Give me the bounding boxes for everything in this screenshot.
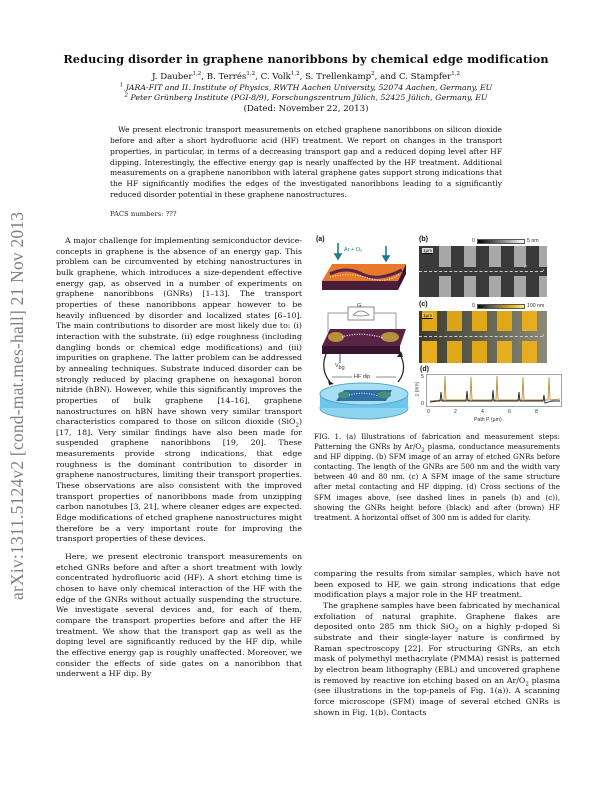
text-run: A major challenge for implementing semiconductor device-concepts in graphene is the absence of an energy gap. This problem can be circumvented by etching nanostructures in bulk graphene, which introduces a size-dependent effective energy gap, as observed in a number of experiments on graphene nanoribbons (GNRs) [1–13]. The transport properties of these nanoribbons appear however to be heavily influenced by disorder and localized states [6–10]. The main contributions to disorder are most likely due to: (i) interaction with the substrate, (ii) edge roughness (including dangling bonds or chemical edge modifications) and (iii) impurities on graphene. The latter problem can be addressed by annealing techniques. Substrate induced disorder can be strongly reduced by placing graphene on hexagonal boron nitride (hBN). However, while this significantly improves the properties of bulk graphene [14–16], graphene nanostructures on hBN have shown very similar transport characteristics compared to those on silicon dioxide (SiO (56, 236, 302, 427)
plasma-label: Ar + O₂ (344, 247, 363, 253)
colorbar-gray (477, 239, 525, 244)
left-column (56, 236, 302, 680)
text-run: FIG. 1. (a) Illustrations of fabrication and measurement steps: Patterning the GNRs by Ar/O (314, 432, 560, 452)
affiliation-mark: 1,2 (192, 71, 202, 78)
affiliation-mark: 1,2 (290, 71, 300, 78)
x-tick: 2 (454, 409, 457, 415)
y-tick: 0 (421, 401, 424, 407)
scalebar-1um: 1µm (423, 313, 433, 318)
colorbar-max: 100 nm (527, 303, 545, 309)
path-label: P (524, 264, 528, 269)
x-tick: 0 (427, 409, 430, 415)
y-axis-label: z (nm) (414, 381, 421, 397)
arrow-right-icon: › (542, 332, 545, 339)
x-axis-label: Path P (µm) (474, 417, 502, 423)
text-run: plasma, conductance measurements and HF dipping. (b) SFM image of an array of etched GNRs before contacting. The length of the GNRs are 500 nm and the width vary between 40 and 80 nm. (c) A SFM image of the same structure after metal contacting and HF dipping. (d) Cross sections of the SFM images above, (see dashed lines in panels (b) and (c)), showing the GNRs height before (black) and after (brown) HF treatment. A horizontal offset of 300 nm is added for clarity. (314, 442, 560, 522)
author: J. Dauber (151, 72, 193, 82)
paragraph: Here, we present electronic transport measurements on etched GNRs before and after a short treatment with lowly concentrated hydrofluoric acid (HF). A short etching time is chosen to have only chemical interaction of the HF with the edge of the GNRs without actually suspending the structure. We investigate several devices and, for each of them, compare the transport properties before and after the HF treatment. We show that the transport gap as well as the doping level are significantly reduced by the HF dip, while the effective energy gap is roughly unaffected. Moreover, we consider the effects of side gates on a nanoribbon that underwent a HF dip. By (56, 552, 302, 679)
affiliation-1 (0, 83, 612, 94)
x-tick: 8 (535, 409, 538, 415)
author: C. Stampfer (399, 72, 452, 82)
panel-a (316, 236, 412, 424)
paragraph: comparing the results from similar samples, which have not been exposed to HF, we gain strong indications that edge modification plays a major role in the HF treatment. (314, 569, 560, 600)
cross-section-plot (426, 374, 562, 408)
sfm-image-after (419, 311, 547, 363)
conductance-label: G (357, 303, 362, 309)
affiliation-2 (0, 93, 612, 104)
arxiv-stamp: arXiv:1311.5124v2 [cond-mat.mes-hall] 21 Nov 2013 (7, 211, 27, 600)
affiliation-num: 1 (119, 82, 124, 88)
text-run: plasma (see illustrations in the top-panels of Fig. 1(a)). A scanning force microscope (SFM) image of several etched GNRs is shown in Fig. 1(b). Contacts (314, 675, 561, 717)
subscript: 2 (454, 627, 459, 634)
arrow-right-icon: › (542, 267, 545, 274)
right-column (314, 569, 560, 718)
text-run: ) [17, 18]. Very similar findings have also been made for suspended graphene nanoribbons [19, 20]. These measurements provide strong indications, that edge roughness is the dominant contribution to disorder in graphene nanostructures, limiting their transport properties. These observations are also consistent with the improved transport properties of nanoribbons made from unzipping carbon nanotubes [3, 21], where cleaner edges are expected. Edge modifications of etched graphene nanostructures might therefore be a very important route for improving the transport properties of these devices. (56, 417, 302, 544)
x-tick: 6 (508, 409, 511, 415)
panel-a-label: (a) (316, 236, 325, 243)
scalebar-1um: 1µm (423, 248, 433, 253)
affiliation-text: JARA-FIT and II. Institute of Physics, RWTH Aachen University, 52074 Aachen, Germany, EU (125, 82, 493, 92)
arrow-down-icon (335, 243, 389, 261)
panel-d-chart (412, 366, 562, 424)
paragraph (314, 601, 560, 718)
colorbar-min: 0 (472, 238, 475, 244)
gate-subscript: bg (338, 365, 345, 372)
hf-dip-label: HF dip (354, 374, 371, 380)
figure-caption (314, 432, 560, 523)
author-list: J. Dauber$^{1,2}$, B. Terrés$^{1,2}$, C. Volk$^{1,2}$, S. Trellenkamp$^2$, and C. Stampfer$^{1,2}$ (151, 71, 460, 82)
affiliation-text: Peter Grünberg Institute (PGI-8/9), Forschungszentrum Jülich, 52425 Jülich, Germany, EU (130, 93, 488, 103)
subscript: 2 (421, 447, 425, 454)
panel-d-label: (d) (420, 366, 429, 373)
panel-c (419, 301, 561, 364)
panel-b (419, 236, 561, 298)
paper-title: Reducing disorder in graphene nanoribbons by chemical edge modification (63, 52, 549, 66)
paragraph (56, 236, 302, 545)
author: B. Terrés (206, 72, 247, 82)
figure-1 (316, 236, 562, 424)
sfm-image-before (419, 246, 547, 297)
subscript: 2 (295, 422, 299, 429)
panel-b-label: (b) (419, 236, 428, 243)
subscript: 2 (525, 681, 529, 688)
pacs-numbers: PACS numbers: ??? (110, 210, 177, 218)
author-block (0, 72, 612, 114)
affiliation-mark: 1,2 (246, 71, 256, 78)
affiliation-mark: 2 (371, 71, 375, 78)
x-tick: 4 (481, 409, 484, 415)
colorbar-min: 0 (472, 303, 475, 309)
colorbar-gold (477, 304, 525, 309)
gate-symbol: V (335, 363, 339, 369)
author: S. Trellenkamp (305, 72, 372, 82)
backgate-label (335, 363, 345, 372)
y-tick: 5 (421, 374, 424, 380)
author: C. Volk (260, 72, 291, 82)
text-run: on a highly p-doped Si substrate and their single-layer nature is confirmed by Raman spectroscopy [22]. For structuring GNRs, an etch mask of polymethyl methacrylate (PMMA) resist is patterned by electron beam lithography (EBL) and uncovered graphene is removed by reactive ion etching based on an Ar/O (314, 622, 560, 685)
panel-c-label: (c) (419, 301, 428, 308)
fabrication-illustration (316, 236, 412, 424)
affiliation-mark: 1,2 (451, 71, 460, 78)
colorbar-max: 5 nm (527, 238, 539, 244)
date-line: (Dated: November 22, 2013) (243, 103, 369, 114)
abstract: We present electronic transport measurements on etched graphene nanoribbons on silicon dioxide before and after a short hydrofluoric acid (HF) treatment. We report on changes in the transport properties, in particular, in terms of a decreasing transport gap and a reduced doping level after HF dipping. Interestingly, the effective energy gap is nearly unaffected by the HF treatment. Additional measurements on a graphene nanoribbon with lateral graphene gates support strong indications that the HF significantly modifies the edges of the investigated nanoribbons leading to a significantly reduced disorder potential in these graphene nanostructures. (110, 125, 502, 200)
text-run: The graphene samples have been fabricated by mechanical exfoliation of natural graphite. Graphene flakes are deposited onto 285 nm thick SiO (314, 600, 560, 632)
and-word: and (380, 72, 397, 82)
affiliation-num: 2 (124, 92, 129, 99)
